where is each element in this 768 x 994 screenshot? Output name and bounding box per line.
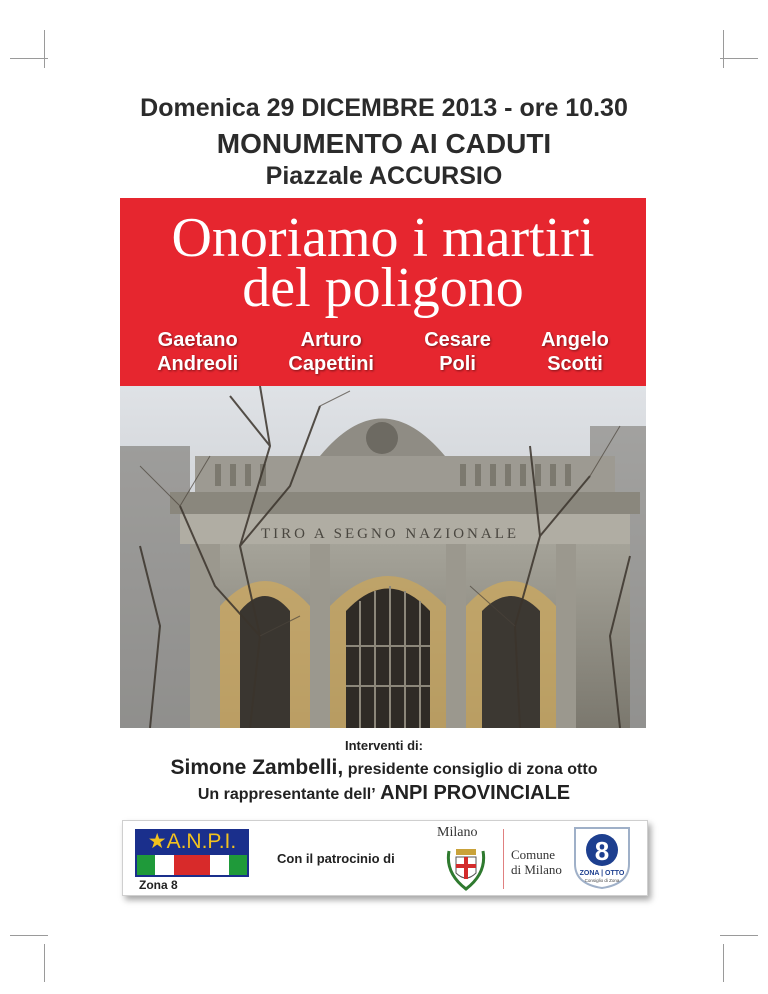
comune-label: [511, 847, 562, 877]
crop-mark: [720, 935, 758, 936]
martyr-names: [120, 328, 646, 376]
representative-line: [0, 782, 768, 805]
zona-logo-sub: Consiglio di Zona: [584, 878, 620, 883]
title-banner: [120, 198, 646, 386]
crop-mark: [723, 944, 724, 982]
comune-line-1: Comune: [511, 847, 556, 862]
speakers-intro: Interventi di:: [344, 738, 423, 753]
title-line-2: del poligono: [242, 257, 524, 319]
martyr-last-name: Capettini: [288, 353, 374, 375]
representative-prefix: Un rappresentante dell’: [197, 786, 376, 803]
speaker-line: [0, 756, 768, 780]
anpi-logo-label: ★A.N.P.I.: [135, 829, 249, 855]
anpi-logo: [135, 829, 249, 877]
anpi-zone: Zona 8: [139, 878, 178, 892]
martyr-name: [157, 328, 238, 376]
zona-otto-logo: [569, 824, 635, 890]
representative-org: ANPI PROVINCIALE: [380, 782, 571, 804]
event-square: Piazzale ACCURSIO: [265, 162, 503, 190]
sponsors-footer: [122, 820, 648, 896]
comune-line-2: di Milano: [511, 862, 562, 877]
event-place: MONUMENTO AI CADUTI: [216, 128, 552, 159]
martyr-last-name: Poli: [439, 353, 476, 375]
milano-wordmark: Milano: [437, 825, 478, 840]
milano-crest-icon: [441, 843, 491, 891]
martyr-first-name: Gaetano: [157, 329, 238, 351]
monument-photo: [120, 386, 646, 728]
crop-mark: [44, 944, 45, 982]
title-line-1: Onoriamo i martiri: [171, 207, 595, 269]
crop-mark: [723, 30, 724, 68]
speaker-role: presidente consiglio di zona otto: [347, 761, 598, 778]
patronage-text: Con il patrocinio di: [277, 851, 395, 866]
martyr-name: [424, 328, 491, 376]
divider: [503, 829, 504, 889]
martyr-last-name: Andreoli: [157, 353, 239, 375]
speaker-name: Simone Zambelli,: [170, 756, 344, 779]
crop-mark: [10, 58, 48, 59]
zona-logo-text: ZONA | OTTO: [579, 870, 625, 877]
event-date: Domenica 29 DICEMBRE 2013 - ore 10.30: [140, 94, 628, 122]
martyr-first-name: Angelo: [541, 329, 609, 351]
crop-mark: [720, 58, 758, 59]
martyr-name: [541, 328, 609, 376]
martyr-first-name: Arturo: [300, 329, 362, 351]
zona-logo-number: 8: [594, 836, 610, 866]
martyr-first-name: Cesare: [424, 329, 491, 351]
martyr-name: [288, 328, 374, 376]
italian-flag-icon: [135, 855, 249, 877]
crop-mark: [44, 30, 45, 68]
crop-mark: [10, 935, 48, 936]
martyr-last-name: Scotti: [547, 353, 603, 375]
photo-inscription: TIRO A SEGNO NAZIONALE: [260, 526, 520, 542]
